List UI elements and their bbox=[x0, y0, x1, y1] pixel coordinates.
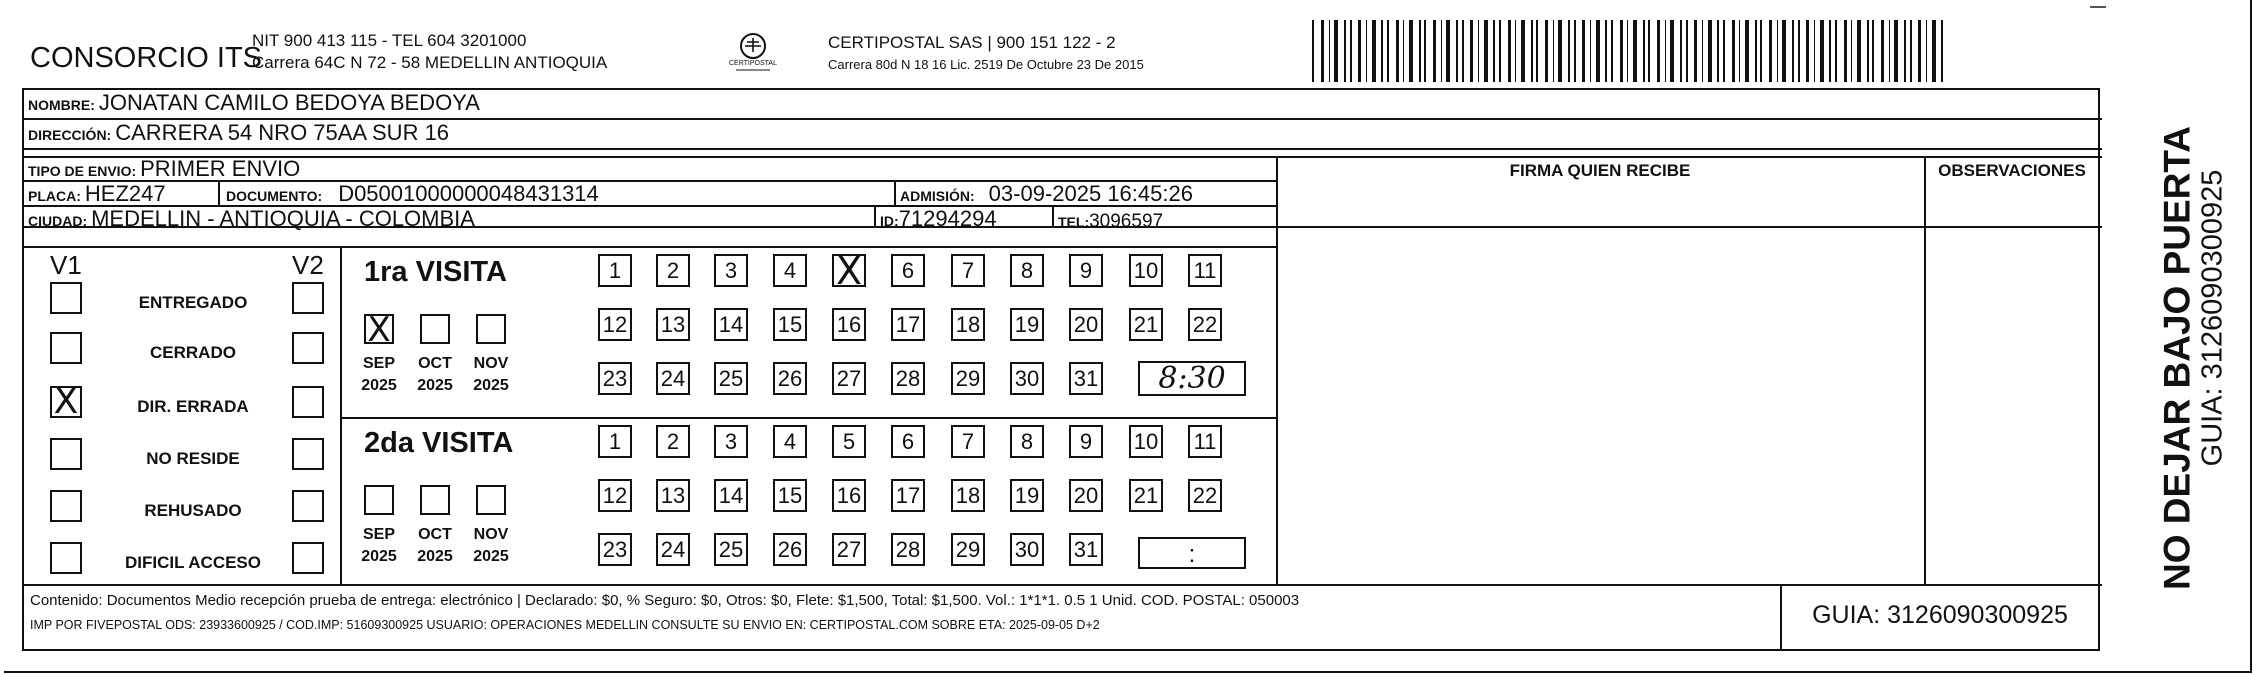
name-field bbox=[28, 92, 480, 114]
day-box[interactable] bbox=[1188, 308, 1222, 341]
barcode-bar bbox=[1484, 20, 1488, 82]
day-number: 3 bbox=[724, 258, 738, 283]
day-number: 24 bbox=[660, 537, 686, 562]
day-box[interactable] bbox=[832, 362, 866, 395]
month-name: OCT bbox=[418, 355, 452, 372]
city-value: MEDELLIN - ANTIOQUIA - COLOMBIA bbox=[91, 206, 475, 231]
day-number: 20 bbox=[1073, 312, 1099, 337]
barcode-bar bbox=[1872, 20, 1874, 82]
day-number: 14 bbox=[718, 483, 744, 508]
barcode-bar bbox=[1910, 20, 1912, 82]
day-number: 26 bbox=[777, 366, 803, 391]
barcode-bar bbox=[1590, 20, 1591, 82]
barcode-bar bbox=[1358, 20, 1361, 82]
day-number: 30 bbox=[1014, 537, 1040, 562]
barcode-bar bbox=[1387, 20, 1389, 82]
day-number: 12 bbox=[602, 483, 628, 508]
month-name: NOV bbox=[473, 526, 509, 543]
day-box[interactable] bbox=[951, 362, 985, 395]
tel-value: 3096597 bbox=[1089, 211, 1164, 232]
barcode-bar bbox=[1536, 20, 1538, 82]
v1-checkbox[interactable] bbox=[50, 282, 82, 314]
v2-checkbox[interactable] bbox=[292, 438, 324, 470]
barcode-bar bbox=[1409, 20, 1413, 82]
day-number: 20 bbox=[1073, 483, 1099, 508]
city-field bbox=[28, 208, 475, 230]
month-name: SEP bbox=[362, 355, 395, 372]
day-box[interactable] bbox=[656, 308, 690, 341]
barcode-bar bbox=[1643, 20, 1645, 82]
signature-area[interactable] bbox=[1278, 182, 1922, 582]
id-value: 71294294 bbox=[898, 206, 997, 231]
day-box[interactable] bbox=[1188, 425, 1222, 458]
day-number: 24 bbox=[660, 366, 686, 391]
day-box[interactable] bbox=[951, 533, 985, 566]
barcode-bar bbox=[1657, 20, 1660, 82]
day-box[interactable] bbox=[598, 479, 632, 512]
plate-label: PLACA: bbox=[28, 188, 81, 204]
day-box[interactable] bbox=[773, 254, 807, 287]
day-box[interactable] bbox=[1129, 308, 1163, 341]
visit-time-field[interactable]: 8:30 bbox=[1138, 361, 1246, 396]
day-box[interactable] bbox=[714, 308, 748, 341]
observations-header: OBSERVACIONES bbox=[1938, 161, 2086, 180]
v2-label: V2 bbox=[292, 250, 324, 280]
visit-title: 2da VISITA bbox=[364, 427, 514, 459]
barcode-bar bbox=[1508, 20, 1511, 82]
day-number: 5 bbox=[842, 429, 856, 454]
barcode-bar bbox=[1665, 20, 1666, 82]
day-number: 25 bbox=[718, 537, 744, 562]
barcode-bar bbox=[1470, 20, 1473, 82]
barcode-bar bbox=[1403, 20, 1404, 82]
day-number: 4 bbox=[783, 429, 797, 454]
barcode-bar bbox=[1777, 20, 1778, 82]
month-name: OCT bbox=[418, 526, 452, 543]
day-number: 31 bbox=[1073, 366, 1099, 391]
day-box[interactable] bbox=[891, 479, 925, 512]
day-number: 29 bbox=[955, 366, 981, 391]
day-number: 2 bbox=[666, 429, 680, 454]
shipment-type-field bbox=[28, 158, 300, 180]
day-number: 3 bbox=[724, 429, 738, 454]
reason-label: DIFICIL ACCESO bbox=[124, 553, 261, 572]
day-box[interactable] bbox=[1010, 533, 1044, 566]
barcode-bar bbox=[1344, 20, 1346, 82]
barcode-bar bbox=[1441, 20, 1442, 82]
barcode-bar bbox=[1648, 20, 1650, 82]
day-box[interactable] bbox=[714, 425, 748, 458]
company-address: Carrera 64C N 72 - 58 MEDELLIN ANTIOQUIA bbox=[252, 53, 608, 72]
v1-checkbox[interactable] bbox=[50, 438, 82, 470]
month-checkbox[interactable] bbox=[420, 485, 450, 515]
month-checkbox[interactable] bbox=[476, 485, 506, 515]
v1-checkbox[interactable] bbox=[50, 542, 82, 574]
barcode-bar bbox=[1419, 20, 1421, 82]
reason-label: ENTREGADO bbox=[138, 293, 248, 312]
barcode-bar bbox=[1670, 20, 1674, 82]
company-nit: NIT 900 413 115 - TEL 604 3201000 bbox=[252, 31, 527, 50]
day-number: 8 bbox=[1020, 258, 1034, 283]
barcode-bar bbox=[1739, 20, 1740, 82]
barcode-bar bbox=[1545, 20, 1548, 82]
barcode-bar bbox=[1732, 20, 1735, 82]
barcode-bar bbox=[1745, 20, 1749, 82]
day-number: 23 bbox=[602, 537, 628, 562]
barcode-bar bbox=[1792, 20, 1794, 82]
footer-guide: GUIA: 3126090300925 bbox=[1812, 601, 2068, 629]
day-box[interactable] bbox=[1069, 254, 1103, 287]
certipostal-logo bbox=[728, 30, 778, 78]
logo-text: CERTIPOSTAL bbox=[729, 60, 777, 67]
day-box[interactable] bbox=[714, 254, 748, 287]
day-number: 13 bbox=[660, 483, 686, 508]
barcode-bar bbox=[1574, 20, 1576, 82]
month-checkbox[interactable] bbox=[476, 314, 506, 344]
day-number: 16 bbox=[836, 483, 862, 508]
barcode-bar bbox=[1620, 20, 1623, 82]
reason-label: DIR. ERRADA bbox=[137, 397, 249, 416]
barcode-bar bbox=[1633, 20, 1637, 82]
barcode-bar bbox=[1932, 20, 1936, 82]
day-box[interactable] bbox=[1010, 425, 1044, 458]
day-box[interactable] bbox=[714, 362, 748, 395]
day-number: 17 bbox=[895, 483, 921, 508]
barcode-bar bbox=[1694, 20, 1697, 82]
day-number: 26 bbox=[777, 537, 803, 562]
signature-header: FIRMA QUIEN RECIBE bbox=[1509, 161, 1691, 180]
postal-name: CERTIPOSTAL SAS | 900 151 122 - 2 bbox=[828, 33, 1116, 52]
footer-line-2: IMP POR FIVEPOSTAL ODS: 23933600925 / COD.IMP: 51609300925 USUARIO: OPERACIONES MEDELLIN CONSULTE SU ENVIO EN: CERTIPOSTAL.COM SOBRE ETA: 2025-09-05 D+2 bbox=[30, 618, 1100, 632]
day-number: 31 bbox=[1073, 537, 1099, 562]
barcode-bar bbox=[1350, 20, 1352, 82]
city-label: CIUDAD: bbox=[28, 213, 88, 229]
postal-address: Carrera 80d N 18 16 Lic. 2519 De Octubre 23 De 2015 bbox=[828, 57, 1144, 72]
barcode-bar bbox=[1918, 20, 1921, 82]
barcode-bar bbox=[1424, 20, 1426, 82]
barcode-bar bbox=[1321, 20, 1324, 82]
day-box[interactable] bbox=[656, 479, 690, 512]
barcode-bar bbox=[1857, 20, 1861, 82]
v2-checkbox[interactable] bbox=[292, 332, 324, 364]
v2-checkbox[interactable] bbox=[292, 542, 324, 574]
check-mark-icon: X bbox=[835, 249, 863, 293]
day-number: 25 bbox=[718, 366, 744, 391]
barcode-bar bbox=[1531, 20, 1533, 82]
barcode-bar bbox=[1686, 20, 1688, 82]
day-box[interactable] bbox=[1129, 425, 1163, 458]
barcode-bar bbox=[1723, 20, 1725, 82]
day-number: 22 bbox=[1192, 312, 1218, 337]
day-box[interactable] bbox=[832, 425, 866, 458]
day-box[interactable] bbox=[891, 533, 925, 566]
barcode-bar bbox=[1782, 20, 1786, 82]
barcode bbox=[1312, 20, 1946, 84]
check-mark-icon: X bbox=[53, 381, 79, 422]
month-year: 2025 bbox=[473, 548, 509, 565]
barcode-bar bbox=[1835, 20, 1837, 82]
day-number: 11 bbox=[1193, 429, 1217, 454]
day-box[interactable] bbox=[1188, 254, 1222, 287]
footer-line-1: Contenido: Documentos Medio recepción prueba de entrega: electrónico | Declarado: $0, % Seguro: $0, Otros: $0, Flete: $1,500, Total: $1,500. Vol.: 1*1*1. 0.5 1 Unid. COD. POSTAL: 050003 bbox=[30, 592, 1300, 609]
barcode-bar bbox=[1493, 20, 1495, 82]
day-box[interactable] bbox=[773, 362, 807, 395]
barcode-bar bbox=[1372, 20, 1376, 82]
day-box[interactable] bbox=[891, 425, 925, 458]
reason-label: NO RESIDE bbox=[146, 449, 240, 468]
visit-time-field[interactable]: : bbox=[1138, 537, 1246, 569]
tel-field bbox=[1058, 209, 1163, 231]
name-value: JONATAN CAMILO BEDOYA BEDOYA bbox=[98, 90, 480, 115]
day-number: 6 bbox=[901, 429, 915, 454]
address-value: CARRERA 54 NRO 75AA SUR 16 bbox=[115, 120, 450, 145]
corner-mark bbox=[2090, 6, 2106, 8]
barcode-bar bbox=[1708, 20, 1712, 82]
day-box[interactable] bbox=[1069, 308, 1103, 341]
day-box[interactable] bbox=[832, 308, 866, 341]
barcode-bar bbox=[1814, 20, 1815, 82]
v2-checkbox[interactable] bbox=[292, 490, 324, 522]
day-number: 15 bbox=[777, 483, 803, 508]
barcode-bar bbox=[1755, 20, 1757, 82]
day-box[interactable] bbox=[598, 308, 632, 341]
id-label: ID: bbox=[880, 213, 899, 229]
barcode-bar bbox=[1329, 20, 1330, 82]
day-box[interactable] bbox=[832, 533, 866, 566]
barcode-bar bbox=[1806, 20, 1809, 82]
barcode-bar bbox=[1596, 20, 1600, 82]
day-box[interactable] bbox=[1069, 479, 1103, 512]
check-mark-icon: X bbox=[367, 310, 391, 350]
reason-label: CERRADO bbox=[150, 343, 236, 362]
barcode-bar bbox=[1312, 20, 1314, 82]
day-box[interactable] bbox=[891, 362, 925, 395]
barcode-bar bbox=[1499, 20, 1501, 82]
day-number: 12 bbox=[602, 312, 628, 337]
reason-label: REHUSADO bbox=[144, 501, 242, 520]
barcode-bar bbox=[1366, 20, 1367, 82]
month-year: 2025 bbox=[417, 377, 453, 394]
admission-label: ADMISIÓN: bbox=[900, 188, 975, 204]
day-box[interactable] bbox=[951, 425, 985, 458]
barcode-bar bbox=[1851, 20, 1852, 82]
plate-value: HEZ247 bbox=[84, 181, 166, 206]
day-box[interactable] bbox=[951, 308, 985, 341]
day-number: 18 bbox=[955, 483, 981, 508]
barcode-bar bbox=[1605, 20, 1607, 82]
company-name: CONSORCIO ITS bbox=[30, 42, 263, 74]
v1-checkbox[interactable] bbox=[50, 381, 82, 422]
day-number: 23 bbox=[602, 366, 628, 391]
month-name: SEP bbox=[362, 526, 395, 543]
month-checkbox[interactable] bbox=[364, 485, 394, 515]
barcode-bar bbox=[1760, 20, 1762, 82]
month-year: 2025 bbox=[361, 377, 397, 394]
day-number: 30 bbox=[1014, 366, 1040, 391]
day-box[interactable] bbox=[1069, 362, 1103, 395]
barcode-bar bbox=[1881, 20, 1884, 82]
day-box[interactable] bbox=[1010, 362, 1044, 395]
barcode-bar bbox=[1553, 20, 1554, 82]
barcode-bar bbox=[1941, 20, 1943, 82]
day-number: 7 bbox=[961, 258, 975, 283]
day-box[interactable] bbox=[832, 249, 866, 293]
day-number: 21 bbox=[1133, 483, 1159, 508]
month-checkbox[interactable] bbox=[364, 310, 394, 350]
month-name: NOV bbox=[473, 355, 509, 372]
day-number: 10 bbox=[1133, 258, 1159, 283]
day-number: 16 bbox=[836, 312, 862, 337]
day-number: 14 bbox=[718, 312, 744, 337]
day-box[interactable] bbox=[1129, 254, 1163, 287]
document-value: D05001000000048431314 bbox=[338, 181, 599, 206]
shipment-type-value: PRIMER ENVIO bbox=[140, 156, 301, 181]
plate-field bbox=[28, 183, 166, 205]
day-number: 11 bbox=[1193, 258, 1217, 283]
day-box[interactable] bbox=[773, 533, 807, 566]
day-number: 21 bbox=[1133, 312, 1159, 337]
barcode-bar bbox=[1844, 20, 1847, 82]
day-number: 29 bbox=[955, 537, 981, 562]
barcode-bar bbox=[1456, 20, 1458, 82]
v1-checkbox[interactable] bbox=[50, 332, 82, 364]
barcode-bar bbox=[1769, 20, 1772, 82]
v2-checkbox[interactable] bbox=[292, 282, 324, 314]
v2-checkbox[interactable] bbox=[292, 386, 324, 418]
document-label: DOCUMENTO: bbox=[226, 188, 323, 204]
admission-field bbox=[900, 183, 1193, 205]
barcode-bar bbox=[1478, 20, 1479, 82]
day-number: 28 bbox=[895, 366, 921, 391]
barcode-bar bbox=[1446, 20, 1450, 82]
day-box[interactable] bbox=[714, 479, 748, 512]
barcode-bar bbox=[1867, 20, 1869, 82]
day-box[interactable] bbox=[832, 479, 866, 512]
barcode-bar bbox=[1381, 20, 1383, 82]
day-box[interactable] bbox=[1010, 254, 1044, 287]
day-box[interactable] bbox=[1069, 425, 1103, 458]
day-box[interactable] bbox=[656, 425, 690, 458]
shipment-type-label: TIPO DE ENVIO: bbox=[28, 163, 137, 179]
day-number: 7 bbox=[961, 429, 975, 454]
do-not-leave-under-door: NO DEJAR BAJO PUERTA bbox=[2156, 126, 2198, 590]
day-box[interactable] bbox=[951, 479, 985, 512]
day-number: 15 bbox=[777, 312, 803, 337]
side-guide: GUIA: 3126090300925 bbox=[2196, 169, 2229, 467]
month-year: 2025 bbox=[361, 548, 397, 565]
day-number: 13 bbox=[660, 312, 686, 337]
barcode-bar bbox=[1717, 20, 1719, 82]
day-box[interactable] bbox=[598, 533, 632, 566]
month-year: 2025 bbox=[473, 377, 509, 394]
day-number: 19 bbox=[1014, 312, 1040, 337]
day-number: 9 bbox=[1079, 429, 1093, 454]
barcode-bar bbox=[1894, 20, 1898, 82]
barcode-bar bbox=[1334, 20, 1338, 82]
day-number: 28 bbox=[895, 537, 921, 562]
visit-title: 1ra VISITA bbox=[364, 256, 507, 288]
day-box[interactable] bbox=[1010, 479, 1044, 512]
day-box[interactable] bbox=[951, 254, 985, 287]
barcode-bar bbox=[1433, 20, 1436, 82]
barcode-bar bbox=[1515, 20, 1516, 82]
barcode-bar bbox=[1521, 20, 1525, 82]
day-box[interactable] bbox=[773, 479, 807, 512]
day-box[interactable] bbox=[1188, 479, 1222, 512]
day-number: 1 bbox=[608, 258, 622, 283]
day-box[interactable] bbox=[656, 254, 690, 287]
v1-label: V1 bbox=[50, 250, 82, 280]
day-number: 10 bbox=[1133, 429, 1159, 454]
barcode-bar bbox=[1702, 20, 1703, 82]
barcode-bar bbox=[1558, 20, 1562, 82]
day-number: 8 bbox=[1020, 429, 1034, 454]
barcode-bar bbox=[1582, 20, 1585, 82]
day-box[interactable] bbox=[598, 425, 632, 458]
day-number: 4 bbox=[783, 258, 797, 283]
barcode-bar bbox=[1462, 20, 1464, 82]
day-number: 9 bbox=[1079, 258, 1093, 283]
month-checkbox[interactable] bbox=[420, 314, 450, 344]
day-box[interactable] bbox=[773, 308, 807, 341]
day-number: 22 bbox=[1192, 483, 1218, 508]
day-box[interactable] bbox=[1129, 479, 1163, 512]
barcode-bar bbox=[1396, 20, 1399, 82]
barcode-bar bbox=[1680, 20, 1682, 82]
admission-value: 03-09-2025 16:45:26 bbox=[988, 181, 1193, 206]
day-number: 2 bbox=[666, 258, 680, 283]
document-field bbox=[226, 183, 599, 205]
day-box[interactable] bbox=[773, 425, 807, 458]
barcode-bar bbox=[1798, 20, 1800, 82]
day-box[interactable] bbox=[891, 254, 925, 287]
day-box[interactable] bbox=[1069, 533, 1103, 566]
day-box[interactable] bbox=[656, 362, 690, 395]
day-box[interactable] bbox=[656, 533, 690, 566]
day-box[interactable] bbox=[1010, 308, 1044, 341]
barcode-bar bbox=[1611, 20, 1613, 82]
barcode-bar bbox=[1568, 20, 1570, 82]
v1-checkbox[interactable] bbox=[50, 490, 82, 522]
day-number: 18 bbox=[955, 312, 981, 337]
barcode-bar bbox=[1904, 20, 1906, 82]
tel-label: TEL: bbox=[1058, 214, 1090, 230]
barcode-bar bbox=[1627, 20, 1628, 82]
barcode-bar bbox=[1889, 20, 1890, 82]
day-number: 27 bbox=[836, 537, 862, 562]
day-number: 6 bbox=[901, 258, 915, 283]
day-number: 27 bbox=[836, 366, 862, 391]
day-box[interactable] bbox=[891, 308, 925, 341]
month-year: 2025 bbox=[417, 548, 453, 565]
certipostal-logo-icon bbox=[728, 30, 778, 78]
day-box[interactable] bbox=[598, 254, 632, 287]
observations-area[interactable] bbox=[1926, 182, 2098, 582]
day-number: 19 bbox=[1014, 483, 1040, 508]
day-box[interactable] bbox=[714, 533, 748, 566]
id-field bbox=[880, 208, 997, 230]
barcode-bar bbox=[1926, 20, 1927, 82]
day-number: 17 bbox=[895, 312, 921, 337]
name-label: NOMBRE: bbox=[28, 97, 95, 113]
barcode-bar bbox=[1829, 20, 1831, 82]
address-field bbox=[28, 122, 449, 144]
address-label: DIRECCIÓN: bbox=[28, 127, 112, 143]
day-box[interactable] bbox=[598, 362, 632, 395]
barcode-bar bbox=[1820, 20, 1824, 82]
day-number: 1 bbox=[608, 429, 622, 454]
